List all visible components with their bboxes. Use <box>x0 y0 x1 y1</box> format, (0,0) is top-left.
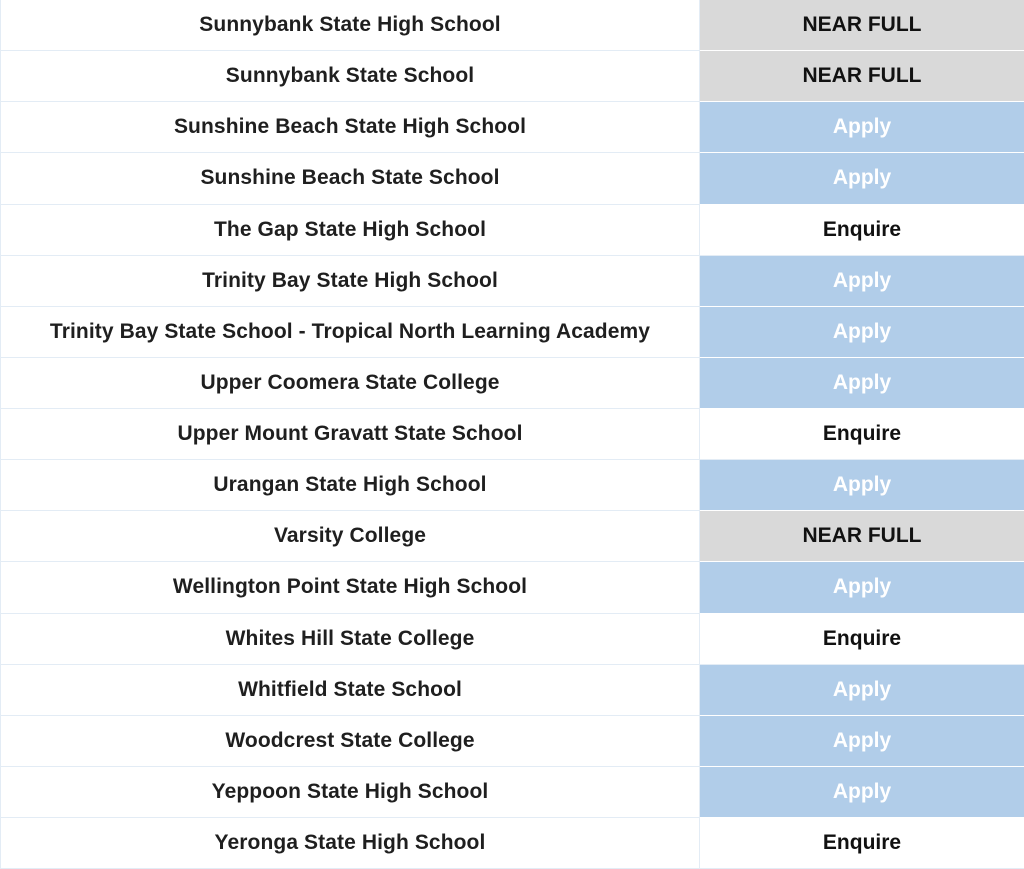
enquire-link[interactable]: Enquire <box>700 409 1024 460</box>
school-name: Upper Coomera State College <box>0 358 700 409</box>
table-row <box>0 307 1024 358</box>
apply-button[interactable]: Apply <box>700 256 1024 307</box>
school-name: Whitfield State School <box>0 665 700 716</box>
school-name: Sunnybank State School <box>0 51 700 102</box>
school-name: Varsity College <box>0 511 700 562</box>
table-row <box>0 409 1024 460</box>
table-row <box>0 767 1024 818</box>
school-name: Trinity Bay State School - Tropical North Learning Academy <box>0 307 700 358</box>
apply-button[interactable]: Apply <box>700 562 1024 613</box>
school-name: Sunshine Beach State High School <box>0 102 700 153</box>
school-name: Whites Hill State College <box>0 614 700 665</box>
school-name: Sunnybank State High School <box>0 0 700 51</box>
apply-button[interactable]: Apply <box>700 767 1024 818</box>
table-row <box>0 665 1024 716</box>
table-row <box>0 358 1024 409</box>
apply-button[interactable]: Apply <box>700 460 1024 511</box>
table-row <box>0 0 1024 51</box>
status-near-full: NEAR FULL <box>700 51 1024 102</box>
enquire-link[interactable]: Enquire <box>700 818 1024 869</box>
apply-button[interactable]: Apply <box>700 102 1024 153</box>
apply-button[interactable]: Apply <box>700 358 1024 409</box>
apply-button[interactable]: Apply <box>700 665 1024 716</box>
table-row <box>0 205 1024 256</box>
status-near-full: NEAR FULL <box>700 0 1024 51</box>
table-row <box>0 51 1024 102</box>
table-row <box>0 562 1024 613</box>
school-name: Yeppoon State High School <box>0 767 700 818</box>
school-name: The Gap State High School <box>0 205 700 256</box>
table-row <box>0 511 1024 562</box>
enquire-link[interactable]: Enquire <box>700 614 1024 665</box>
school-name: Urangan State High School <box>0 460 700 511</box>
school-name: Upper Mount Gravatt State School <box>0 409 700 460</box>
apply-button[interactable]: Apply <box>700 153 1024 204</box>
table-row <box>0 716 1024 767</box>
table-row <box>0 153 1024 204</box>
school-name: Yeronga State High School <box>0 818 700 869</box>
school-name: Woodcrest State College <box>0 716 700 767</box>
table-row <box>0 614 1024 665</box>
enquire-link[interactable]: Enquire <box>700 205 1024 256</box>
status-near-full: NEAR FULL <box>700 511 1024 562</box>
school-name: Wellington Point State High School <box>0 562 700 613</box>
table-row <box>0 460 1024 511</box>
table-row <box>0 818 1024 869</box>
school-name: Trinity Bay State High School <box>0 256 700 307</box>
table-row <box>0 256 1024 307</box>
apply-button[interactable]: Apply <box>700 716 1024 767</box>
apply-button[interactable]: Apply <box>700 307 1024 358</box>
table-row <box>0 102 1024 153</box>
school-name: Sunshine Beach State School <box>0 153 700 204</box>
